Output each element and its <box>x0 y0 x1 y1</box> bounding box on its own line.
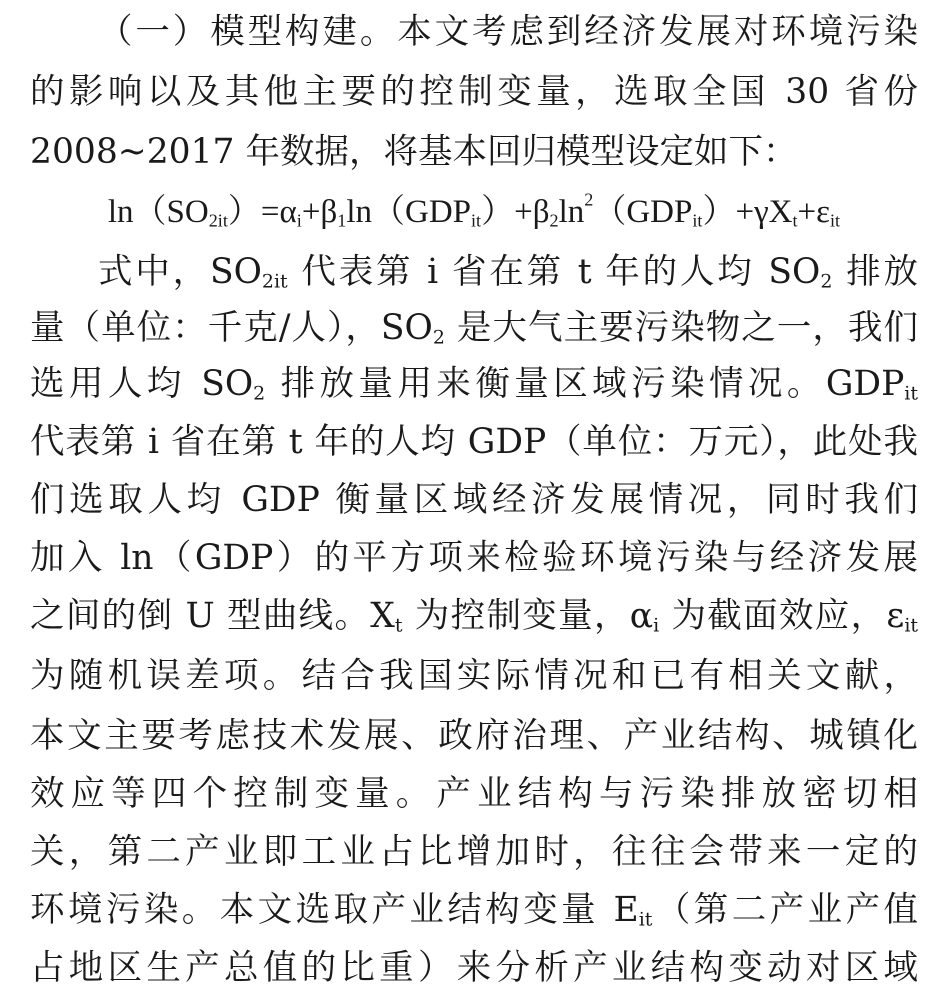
paragraph-2-line-10: 效应等四个控制变量。产业结构与污染排放密切相 <box>30 774 918 814</box>
paragraph-2-line-2: 量（单位：千克/人），$SO_2$ 是大气主要污染物之一，我们 <box>30 308 918 349</box>
paragraph-1-line-3: 2008~2017 年数据，将基本回归模型设定如下： <box>30 132 798 172</box>
paragraph-2-line-12: 环境污染。本文选取产业结构变量 $E_{it}$（第二产业产值 <box>30 890 918 931</box>
paragraph-2-line-5: 们选取人均 GDP 衡量区域经济发展情况，同时我们 <box>30 480 918 520</box>
paragraph-2-line-1: 式中，$SO_{2it}$ 代表第 i 省在第 t 年的人均 $SO_2$ 排放 <box>98 252 918 293</box>
paragraph-1-line-2: 的影响以及其他主要的控制变量，选取全国 30 省份 <box>30 72 918 112</box>
paragraph-2-line-8: 为随机误差项。结合我国实际情况和已有相关文献， <box>30 656 918 696</box>
paragraph-2-line-9: 本文主要考虑技术发展、政府治理、产业结构、城镇化 <box>30 716 918 756</box>
regression-equation: $\ln(SO_{2it})=\alpha_i+\beta_1\ln(GDP_{it})+\beta_2\ln^2(GDP_{it})+\gamma X_t+\varepsilon_{it}$ <box>107 189 841 231</box>
paragraph-2-line-6: 加入 ln（GDP）的平方项来检验环境污染与经济发展 <box>30 538 918 578</box>
paragraph-2-line-3: 选用人均 $SO_2$ 排放量用来衡量区域污染情况。$GDP_{it}$ <box>30 364 918 405</box>
paragraph-2-line-7: 之间的倒 U 型曲线。$X_t$ 为控制变量，$\alpha_i$ 为截面效应，$\varepsilon_{it}$ <box>30 596 918 637</box>
paragraph-1-line-1: （一）模型构建。本文考虑到经济发展对环境污染 <box>98 12 918 52</box>
paragraph-2-line-11: 关，第二产业即工业占比增加时，往往会带来一定的 <box>30 832 918 872</box>
paragraph-2-line-4: 代表第 i 省在第 t 年的人均 GDP（单位：万元），此处我 <box>30 422 918 462</box>
paragraph-2-line-13: 占地区生产总值的比重）来分析产业结构变动对区域 <box>30 948 918 988</box>
